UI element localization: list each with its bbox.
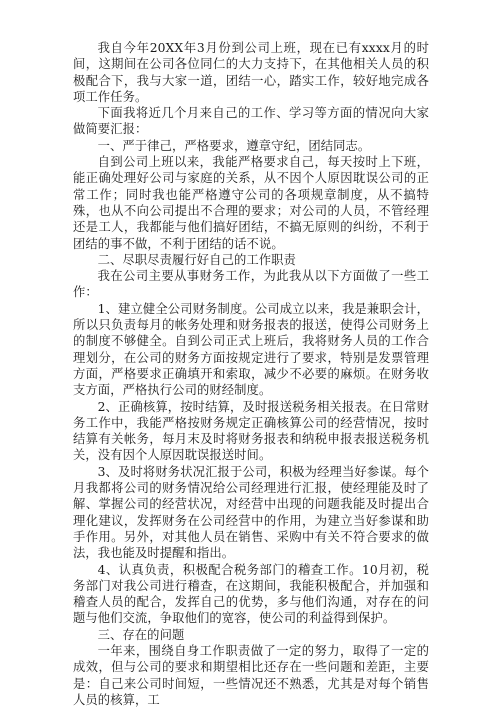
section-2-item-3: 3、及时将财务状况汇报于公司，积极为经理当好参谋。每个月我都将公司的财务情况给公司经理进行汇报，使经理能及时了解、掌握公司的经营状况，对经营中出现的问题我能及时提出合理化建议，发挥财务在公司经营中的作用，为建立当好参谋和助手作用。另外，对其他人员在销售、采购中有关不符合要求的做法，我也能及时提醒和指出。 (73, 464, 429, 561)
section-heading-3: 三、存在的问题 (97, 627, 185, 642)
summary-intro-paragraph: 下面我将近几个月来自己的工作、学习等方面的情况向大家做简要汇报： (73, 106, 429, 137)
section-3-paragraph: 一年来，围绕自身工作职责做了一定的努力，取得了一定的成效，但与公司的要求和期望相比还存在一些问题和差距，主要是：自己来公司时间短，一些情况还不熟悉，尤其是对每个销售人员的核算，工 (73, 643, 429, 707)
document-page (73, 40, 429, 708)
section-heading-1: 一、严于律己，严格要求，遵章守纪，团结同志。 (97, 138, 371, 153)
intro-paragraph: 我自今年20XX年3月份到公司上班，现在已有xxxx月的时间，这期间在公司各位同仁的大力支持下，在其他相关人员的积极配合下，我与大家一道，团结一心，踏实工作，较好地完成各项工作任务。 (73, 41, 429, 104)
section-2-item-4: 4、认真负责，积极配合税务部门的稽查工作。10月初，税务部门对我公司进行稽查，在这期间，我能积极配合，并加强和稽查人员的配合，发挥自己的优势，多与他们沟通，对存在的问题与他们交流，争取他们的宽容，使公司的利益得到保护。 (73, 562, 429, 626)
section-1-paragraph: 自到公司上班以来，我能严格要求自己，每天按时上下班，能正确处理好公司与家庭的关系，从不因个人原因耽误公司的正常工作；同时我也能严格遵守公司的各项规章制度，从不搞特殊，也从不向公司提出不合理的要求；对公司的人员，不管经理还是工人，我都能与他们搞好团结，不搞无原则的纠纷，不利于团结的事不做，不利于团结的话不说。 (73, 155, 429, 251)
section-2-item-1: 1、建立健全公司财务制度。公司成立以来，我是兼职会计，所以只负责每月的帐务处理和财务报表的报送，使得公司财务上的制度不够健全。自到公司正式上班后，我将财务人员的工作合理划分，在公司的财务方面按规定进行了要求，特别是发票管理方面，严格要求正确填开和索取，减少不必要的麻烦。在财务收支方面，严格执行公司的财经制度。 (73, 301, 429, 398)
section-2-item-2: 2、正确核算，按时结算，及时报送税务相关报表。在日常财务工作中，我能严格按财务规定正确核算公司的经营情况，按时结算有关帐务，每月末及时将财务报表和纳税申报表报送税务机关，没有因个人原因耽误报送时间。 (73, 399, 429, 463)
section-2-intro-paragraph: 我在公司主要从事财务工作，为此我从以下方面做了一些工作： (73, 269, 429, 300)
section-heading-2: 二、尽职尽责履行好自己的工作职责 (97, 252, 296, 267)
